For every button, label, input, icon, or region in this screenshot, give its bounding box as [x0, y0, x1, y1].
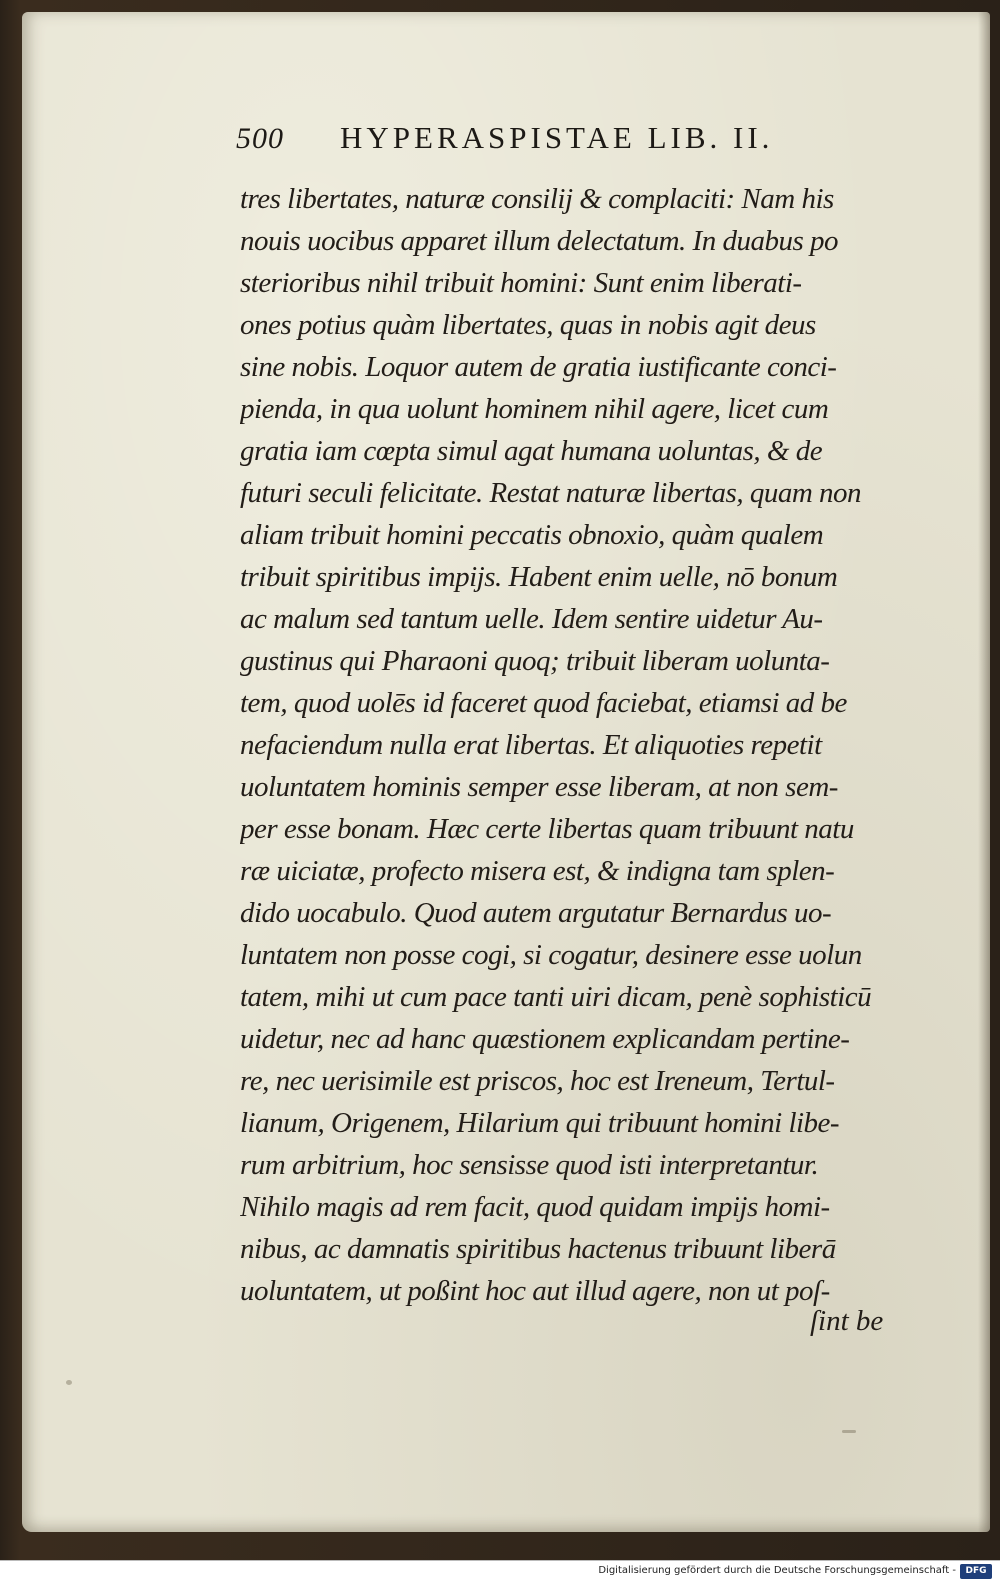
text-line: pienda, in qua uolunt hominem nihil agere, licet cum [240, 393, 829, 425]
catchword: ſint be [810, 1305, 884, 1337]
text-line: re, nec uerisimile est priscos, hoc est Ireneum, Tertul- [240, 1065, 835, 1097]
text-line: tres libertates, naturæ consilij & complaciti: Nam his [240, 183, 834, 215]
text-line: nouis uocibus apparet illum delectatum. In duabus po [240, 225, 838, 257]
text-line: nibus, ac damnatis spiritibus hactenus tribuunt liberā [240, 1233, 836, 1265]
text-line: uidetur, nec ad hanc quæstionem explicandam pertine- [240, 1023, 850, 1055]
dfg-logo: DFG [960, 1564, 992, 1579]
text-line: gustinus qui Pharaoni quoq; tribuit liberam uolunta- [240, 645, 830, 677]
running-head [236, 118, 896, 168]
text-line: luntatem non posse cogi, si cogatur, desinere esse uolun [240, 939, 862, 971]
text-line: per esse bonam. Hæc certe libertas quam tribuunt natu [240, 813, 854, 845]
text-line: futuri seculi felicitate. Restat naturæ libertas, quam non [240, 477, 862, 509]
text-line: dido uocabulo. Quod autem argutatur Bernardus uo- [240, 897, 832, 929]
text-line: nefaciendum nulla erat libertas. Et aliquoties repetit [240, 729, 822, 761]
text-line: uoluntatem hominis semper esse liberam, at non sem- [240, 771, 838, 803]
paper-blemish [842, 1430, 856, 1433]
paper-blemish [66, 1380, 72, 1385]
footer-credit: Digitalisierung gefördert durch die Deutsche Forschungsgemeinschaft - [598, 1565, 956, 1576]
text-line: sine nobis. Loquor autem de gratia iustificante conci- [240, 351, 837, 383]
text-line: aliam tribuit homini peccatis obnoxio, quàm qualem [240, 519, 824, 551]
text-line: tatem, mihi ut cum pace tanti uiri dicam, penè sophisticū [240, 981, 872, 1013]
text-line: gratia iam cœpta simul agat humana uoluntas, & de [240, 435, 823, 467]
page-number: 500 [236, 122, 284, 155]
text-line: ræ uiciatæ, profecto misera est, & indigna tam splen- [240, 855, 835, 887]
text-line: rum arbitrium, hoc sensisse quod isti interpretantur. [240, 1149, 819, 1181]
text-line: Nihilo magis ad rem facit, quod quidam impijs homi- [240, 1191, 830, 1223]
text-line: tribuit spiritibus impijs. Habent enim uelle, nō bonum [240, 561, 838, 593]
footer-bar [0, 1560, 1000, 1584]
text-line: sterioribus nihil tribuit homini: Sunt enim liberati- [240, 267, 802, 299]
body-text [240, 178, 900, 1312]
page-edge [978, 12, 990, 1532]
text-line: lianum, Origenem, Hilarium qui tribuunt homini libe- [240, 1107, 840, 1139]
text-line: ones potius quàm libertates, quas in nobis agit deus [240, 309, 816, 341]
running-title: HYPERASPISTAE LIB. II. [340, 120, 774, 155]
text-line: ac malum sed tantum uelle. Idem sentire uidetur Au- [240, 603, 823, 635]
text-line: tem, quod uolēs id faceret quod faciebat, etiamsi ad be [240, 687, 847, 719]
text-line: uoluntatem, ut poßint hoc aut illud agere, non ut poſ- [240, 1275, 830, 1307]
